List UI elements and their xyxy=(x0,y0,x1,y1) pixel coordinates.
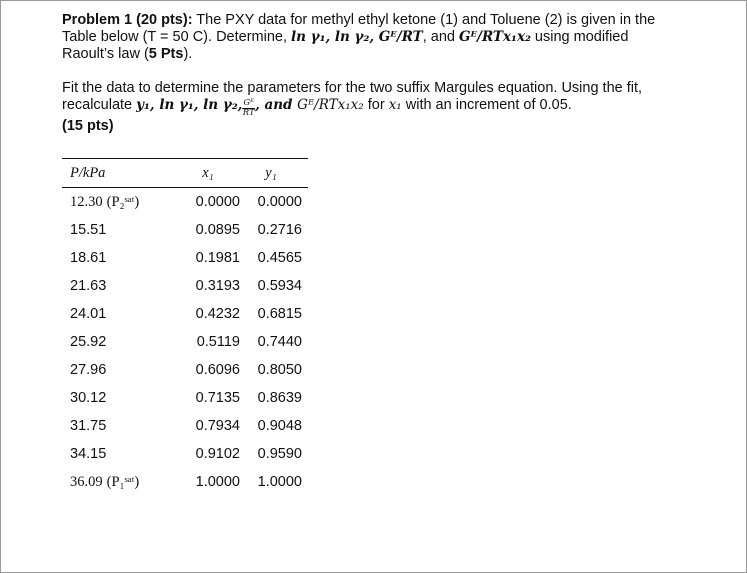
y1-cell: 1.0000 xyxy=(257,474,302,490)
y1-cell: 0.8050 xyxy=(257,362,302,378)
saturation-pressure-note: (P₁ˢᵃᵗ) xyxy=(106,473,140,490)
y1-cell: 0.9590 xyxy=(257,446,302,462)
header-y1: y₁ xyxy=(240,159,308,188)
pressure-cell xyxy=(62,356,176,384)
x1-cell: 0.7934 xyxy=(195,418,240,434)
recalc-terms: y₁, ln γ₁, ln γ₂, xyxy=(136,97,243,113)
x1-cell: 0.6096 xyxy=(195,362,240,378)
fraction-denominator: RT xyxy=(242,108,255,118)
pressure-cell xyxy=(62,412,176,440)
pressure-cell xyxy=(62,244,176,272)
pressure-value: 24.01 xyxy=(70,306,107,322)
x1-cell: 1.0000 xyxy=(195,474,240,490)
x1-cell: 0.9102 xyxy=(195,446,240,462)
header-pressure: P/kPa xyxy=(62,159,176,188)
x1-cell: 0.3193 xyxy=(195,278,240,294)
pressure-value: 15.51 xyxy=(70,222,107,238)
pressure-cell xyxy=(62,384,176,412)
close-paren: ). xyxy=(183,46,193,62)
table-header-row xyxy=(62,159,308,188)
table-row xyxy=(62,272,308,300)
pressure-value: 21.63 xyxy=(70,278,107,294)
pressure-value: 27.96 xyxy=(70,362,107,378)
table-row xyxy=(62,244,308,272)
fraction-numerator: Gᴱ xyxy=(243,98,255,108)
pressure-value: 36.09 xyxy=(70,473,103,490)
table-row xyxy=(62,384,308,412)
problem-text xyxy=(62,12,662,135)
pressure-value: 31.75 xyxy=(70,418,107,434)
and-term: , and xyxy=(255,97,298,113)
part2-line1: Fit the data to determine the parameters for the two suffix Margules equation. Using the fit, recalculate xyxy=(62,80,643,113)
problem-intro: The PXY data for methyl ethyl ketone (1) and Toluene (2) is given in the Table below (T = 50 C). Determine, xyxy=(62,12,656,45)
x1-cell: 0.1981 xyxy=(195,250,240,266)
pressure-cell xyxy=(62,188,176,217)
table-row xyxy=(62,412,308,440)
points-a: 5 Pts xyxy=(148,46,184,62)
table-body xyxy=(62,188,308,497)
pressure-cell xyxy=(62,216,176,244)
x1-cell: 0.0000 xyxy=(195,194,240,210)
pressure-value: 12.30 xyxy=(70,193,103,210)
problem-title: Problem 1 (20 pts): xyxy=(62,12,193,28)
y1-cell: 0.2716 xyxy=(257,222,302,238)
pressure-value: 25.92 xyxy=(70,334,107,350)
table-row xyxy=(62,300,308,328)
table-row xyxy=(62,328,308,356)
table-row xyxy=(62,216,308,244)
for-text: for xyxy=(363,97,389,113)
pressure-cell xyxy=(62,272,176,300)
table-row xyxy=(62,468,308,496)
part2-paragraph xyxy=(62,80,662,135)
table-row xyxy=(62,188,308,217)
points-b: (15 pts) xyxy=(62,118,114,134)
table-row xyxy=(62,440,308,468)
pxy-data-table xyxy=(62,158,308,496)
y1-cell: 0.6815 xyxy=(257,306,302,322)
x1-cell: 0.4232 xyxy=(195,306,240,322)
header-x1: x₁ xyxy=(176,159,240,188)
pressure-value: 18.61 xyxy=(70,250,107,266)
y1-cell: 0.4565 xyxy=(257,250,302,266)
x1-cell: 0.7135 xyxy=(195,390,240,406)
ge-rt-fraction xyxy=(242,99,255,118)
pressure-cell xyxy=(62,300,176,328)
y1-cell: 0.0000 xyxy=(257,194,302,210)
problem-paragraph xyxy=(62,12,662,63)
pressure-value: 30.12 xyxy=(70,390,107,406)
y1-cell: 0.9048 xyxy=(257,418,302,434)
x1-symbol: x₁ xyxy=(388,97,402,113)
pressure-cell xyxy=(62,328,176,356)
pressure-value: 34.15 xyxy=(70,446,107,462)
pressure-cell xyxy=(62,468,176,496)
ge-term-2: Gᴱ/RTx₁x₂ xyxy=(297,97,364,113)
y1-cell: 0.8639 xyxy=(257,390,302,406)
x1-cell: 0.5119 xyxy=(196,334,240,350)
determine-terms: ln γ₁, ln γ₂, Gᴱ/RT xyxy=(291,29,423,45)
and-word: , and xyxy=(422,29,460,45)
y1-cell: 0.5934 xyxy=(257,278,302,294)
y1-cell: 0.7440 xyxy=(257,334,302,350)
using-text: using modified Raoult’s law ( xyxy=(62,29,629,62)
saturation-pressure-note: (P₂ˢᵃᵗ) xyxy=(106,193,140,210)
ge-term: Gᴱ/RTx₁x₂ xyxy=(459,29,531,45)
x1-cell: 0.0895 xyxy=(195,222,240,238)
increment-text: with an increment of 0.05. xyxy=(401,97,572,113)
table-row xyxy=(62,356,308,384)
pressure-cell xyxy=(62,440,176,468)
